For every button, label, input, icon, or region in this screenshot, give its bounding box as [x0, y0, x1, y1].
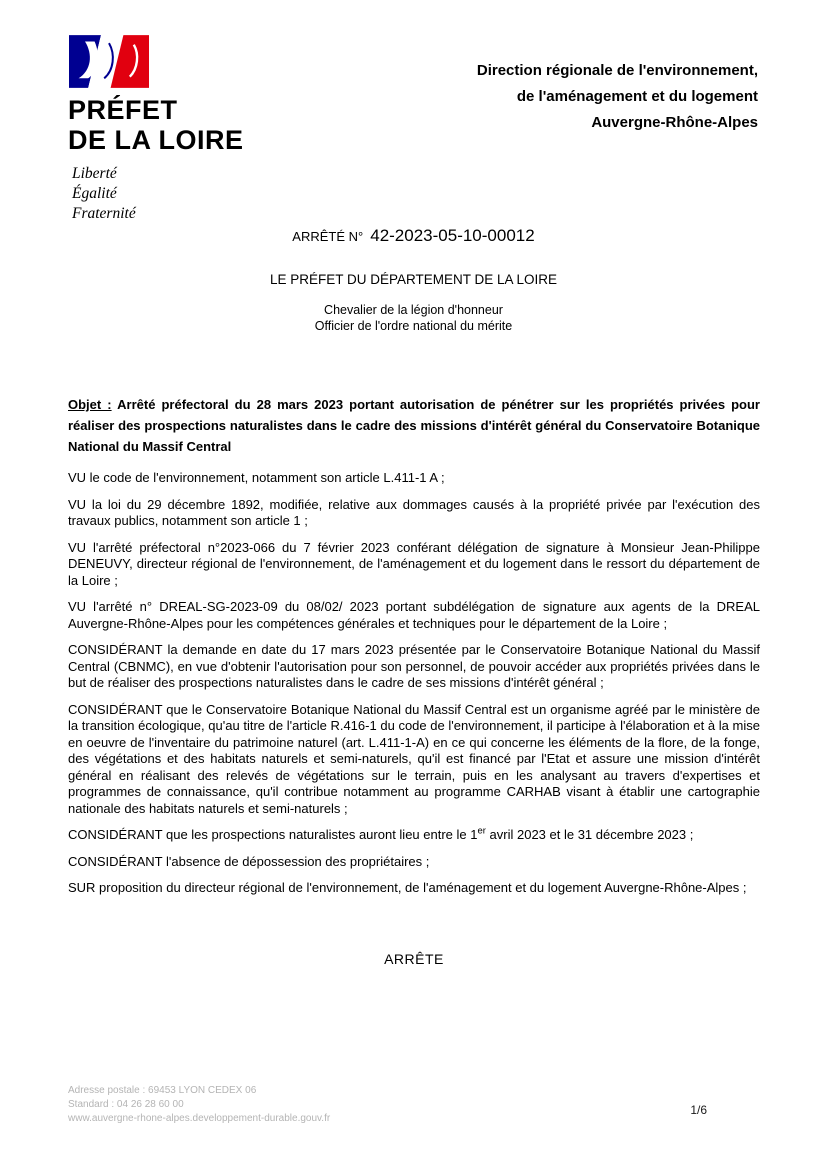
directorate-line-1: Direction régionale de l'environnement,	[476, 62, 758, 79]
honor-line-1: Chevalier de la légion d'honneur	[324, 303, 503, 317]
arrete-label: ARRÊTÉ N°	[292, 229, 364, 244]
considerant-paragraph-2: CONSIDÉRANT que le Conservatoire Botanique National du Massif Central est un organisme agréé par le ministère de la transition écologique, qu'au titre de l'article R.416-1 du code de l'environnement, il participe à l'élaboration et à la mise en oeuvre de l'inventaire du patrimoine naturel (art. L.411-1-A) en ce qui concerne les éléments de la flore, de la fonge, des végétations et des habitats naturels et semi-naturels, qu'il est financé par l'Etat et assure une mission d'intérêt général en réalisant des relevés de végétations sur le terrain, puis en les analysant au travers d'expertises et programmes de connaissance, qu'il contribue notamment au programme CARHAB visant à établir une cartographie nationale des habitats naturels et semi-naturels ;	[68, 701, 760, 816]
arrete-heading: ARRÊTE	[384, 950, 444, 967]
considerant-paragraph-4: CONSIDÉRANT l'absence de dépossession des propriétaires ;	[68, 853, 430, 869]
sur-proposition-paragraph: SUR proposition du directeur régional de l'environnement, de l'aménagement et du logement Auvergne-Rhône-Alpes ;	[68, 880, 747, 895]
ordinal-superscript: er	[477, 825, 486, 837]
prefecture-logo	[68, 35, 244, 224]
objet-label: Objet :	[68, 397, 112, 412]
footer-contact-block	[68, 1084, 330, 1126]
footer-address: Adresse postale : 69453 LYON CEDEX 06	[68, 1085, 257, 1096]
arrete-number: 42-2023-05-10-00012	[370, 226, 535, 245]
prefecture-name-line1: PRÉFET	[68, 95, 178, 125]
honors-block	[0, 302, 827, 334]
objet-paragraph	[68, 394, 760, 457]
prefecture-name-line2: DE LA LOIRE	[68, 125, 244, 155]
vu-paragraph-3: VU l'arrêté préfectoral n°2023-066 du 7 février 2023 conférant délégation de signature à Monsieur Jean-Philippe DENEUVY, directeur régional de l'environnement, de l'aménagement et du logement dans le ressort du département de la Loire ;	[68, 539, 760, 588]
issuing-directorate	[477, 58, 758, 136]
considerant-dates-after: avril 2023 et le 31 décembre 2023 ;	[485, 827, 694, 842]
considerant-dates-paragraph	[68, 827, 760, 844]
motto-fraternite: Fraternité	[72, 205, 136, 222]
vu-paragraph-4: VU l'arrêté n° DREAL-SG-2023-09 du 08/02/ 2023 portant subdélégation de signature aux agents de la DREAL Auvergne-Rhône-Alpes pour les compétences générales et techniques pour le département de la Loire ;	[68, 599, 760, 631]
directorate-line-2: de l'aménagement et du logement	[516, 88, 758, 105]
honor-line-2: Officier de l'ordre national du mérite	[314, 319, 513, 333]
footer-phone: Standard : 04 26 28 60 00	[68, 1099, 184, 1110]
motto-egalite: Égalité	[72, 185, 117, 202]
arrete-number-line	[0, 226, 827, 246]
considerant-paragraph-1: CONSIDÉRANT la demande en date du 17 mars 2023 présentée par le Conservatoire Botanique National du Massif Central (CBNMC), en vue d'obtenir l'autorisation pour son personnel, de pouvoir accéder aux propriétés privées dans le but de réaliser des prospections naturalistes dans le cadre de ses missions d'intérêt général ;	[68, 642, 760, 690]
directorate-line-3: Auvergne-Rhône-Alpes	[591, 114, 758, 131]
page-number: 1/6	[690, 1103, 707, 1117]
french-flag-icon	[69, 35, 149, 88]
republic-motto	[72, 164, 244, 224]
title-block	[0, 226, 827, 334]
motto-liberte: Liberté	[72, 165, 117, 182]
prefet-line: LE PRÉFET DU DÉPARTEMENT DE LA LOIRE	[269, 272, 558, 287]
vu-paragraph-2: VU la loi du 29 décembre 1892, modifiée, relative aux dommages causés à la propriété privée par l'exécution des travaux publics, notamment son article 1 ;	[68, 496, 760, 528]
prefecture-name	[68, 95, 244, 155]
document-body	[68, 394, 760, 967]
considerant-dates-before: CONSIDÉRANT que les prospections naturalistes auront lieu entre le 1	[68, 827, 478, 842]
vu-paragraph-1: VU le code de l'environnement, notamment son article L.411-1 A ;	[68, 470, 445, 485]
footer-website: www.auvergne-rhone-alpes.developpement-durable.gouv.fr	[68, 1113, 331, 1124]
objet-text: Arrêté préfectoral du 28 mars 2023 portant autorisation de pénétrer sur les propriétés privées pour réaliser des prospections naturalistes dans le cadre des missions d'intérêt général du Conservatoire Botanique National du Massif Central	[68, 397, 760, 454]
